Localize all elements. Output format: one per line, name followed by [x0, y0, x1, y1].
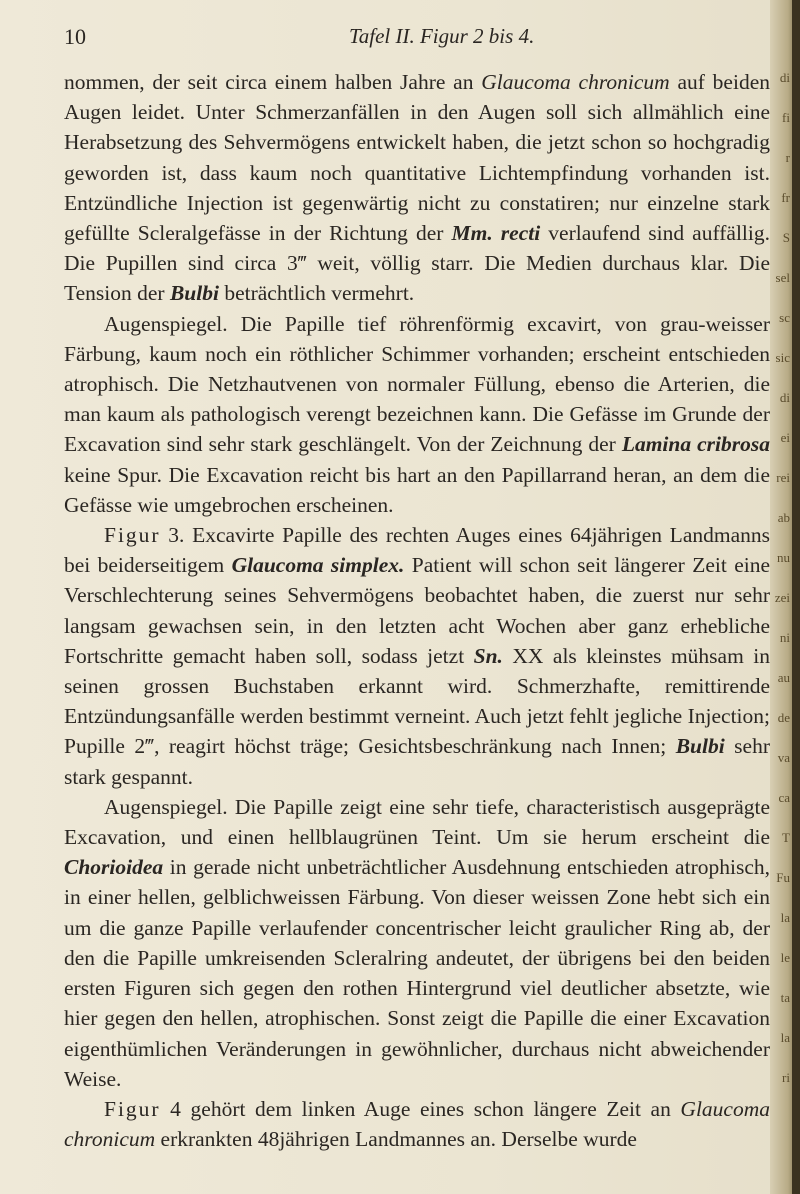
paragraph-case-2-ophthalmoscope: Augenspiegel. Die Papille tief röhrenförmig excavirt, von grau-weisser Färbung, kaum noch ein röthlicher Schimmer vorhanden; erscheint entschieden atrophisch. Die Netzhautvenen von normaler Füllung, ebenso die Arterien, die man kaum als pathologisch verengt bezeichnen kann. Die Gefässe im Grunde der Excavation sind sehr stark geschlängelt. Von der Zeichnung der Lamina cribrosa keine Spur. Die Excavation reicht bis hart an den Papillarrand heran, an dem die Gefässe wie umgebrochen erscheinen.	[64, 311, 770, 517]
bleed-fragment: sic	[775, 350, 790, 365]
paragraph-figure-3: Figur 3. Excavirte Papille des rechten Auges eines 64jährigen Landmanns bei beiderseitigem Glaucoma simplex. Patient will schon seit längerer Zeit eine Verschlechterung seines Sehvermögens beobachtet haben, die zuerst nur sehr langsam gewachsen sein, in den letzten acht Wochen aber ganz erhebliche Fortschritte gemacht haben soll, sodass jetzt Sn. XX als kleinstes mühsam in seinen grossen Buchstaben erkannt wird. Schmerzhafte, remittirende Entzündungsanfälle werden bestimmt verneint. Auch jetzt fehlt jegliche Injection; Pupille 2‴, reagirt höchst träge; Gesichtsbeschränkung nach Innen; Bulbi sehr stark gespannt.	[64, 523, 770, 789]
bleed-fragment: ni	[779, 630, 790, 645]
bleed-fragment: ca	[778, 790, 790, 805]
binding-shadow	[792, 0, 800, 1194]
bleed-fragment: zei	[774, 590, 790, 605]
bleed-fragment: r	[785, 150, 790, 165]
bleed-fragment: nu	[777, 550, 790, 565]
bleed-fragment: la	[780, 1030, 790, 1045]
facing-page-edge	[770, 0, 800, 1194]
paragraph-case-2-findings: nommen, der seit circa einem halben Jahre an Glaucoma chronicum auf beiden Augen leidet. Unter Schmerzanfällen in den Augen soll sich allmählich eine Herabsetzung des Sehvermögens entwickelt haben, die jetzt schon so hochgradig geworden ist, dass kaum noch quantitative Lichtempfindung vorhanden ist. Entzündliche Injection ist gegenwärtig nicht zu constatiren; nur einzelne stark gefüllte Scleralgefässe in der Richtung der Mm. recti verlaufend sind auffällig. Die Pupillen sind circa 3‴ weit, völlig starr. Die Medien durchaus klar. Die Tension der Bulbi beträchtlich vermehrt.	[64, 70, 770, 306]
bleed-fragment: la	[780, 910, 790, 925]
bleed-fragment: ri	[782, 1070, 790, 1085]
bleed-fragment: va	[777, 750, 790, 765]
paragraph-figure-4: Figur 4 gehört dem linken Auge eines schon längere Zeit an Glaucoma chronicum erkrankten 48jährigen Landmannes an. Derselbe wurde	[64, 1096, 770, 1152]
page-number: 10	[64, 24, 86, 49]
bleed-fragment: rei	[776, 470, 790, 485]
bleed-fragment: au	[777, 670, 790, 685]
bleed-fragment: sel	[775, 270, 790, 285]
running-title: Tafel II. Figur 2 bis 4.	[349, 24, 535, 48]
bleed-fragment: le	[780, 950, 790, 965]
bleed-fragment: de	[777, 710, 790, 725]
body-text	[64, 67, 770, 1154]
bleed-fragment: sc	[779, 310, 790, 325]
paragraph-figure-3-ophthalmoscope: Augenspiegel. Die Papille zeigt eine sehr tiefe, characteristisch ausgeprägte Excavation, und einen hellblaugrünen Teint. Um sie herum erscheint die Chorioidea in gerade nicht unbeträchtlicher Ausdehnung entschieden atrophisch, in einer hellen, gelblichweissen Färbung. Von dieser weissen Zone hebt sich ein um die ganze Papille verlaufender concentrischer leicht graulicher Ring ab, der den die Papille umkreisenden Scleralring andeutet, der übrigens bei den beiden ersten Figuren sich gegen den rothen Hintergrund viel deutlicher absetzte, wie hier gegen den hellen, atrophischen. Sonst zeigt die Papille die einer Excavation eigenthümlichen Veränderungen in gewöhnlicher, durchaus nicht abweichender Weise.	[64, 794, 770, 1091]
bleed-fragment: ta	[780, 990, 790, 1005]
page-header	[64, 20, 764, 56]
bleed-fragment: ei	[780, 430, 790, 445]
bleed-fragment: di	[779, 390, 790, 405]
bleed-fragment: ab	[777, 510, 790, 525]
bleed-fragment: fi	[782, 110, 790, 125]
bleed-fragment: di	[779, 70, 790, 85]
bleed-fragment: S	[782, 230, 790, 245]
bleed-fragment: Fu	[776, 870, 790, 885]
bleed-fragment: fr	[781, 190, 790, 205]
bleed-fragment: T	[782, 830, 790, 845]
